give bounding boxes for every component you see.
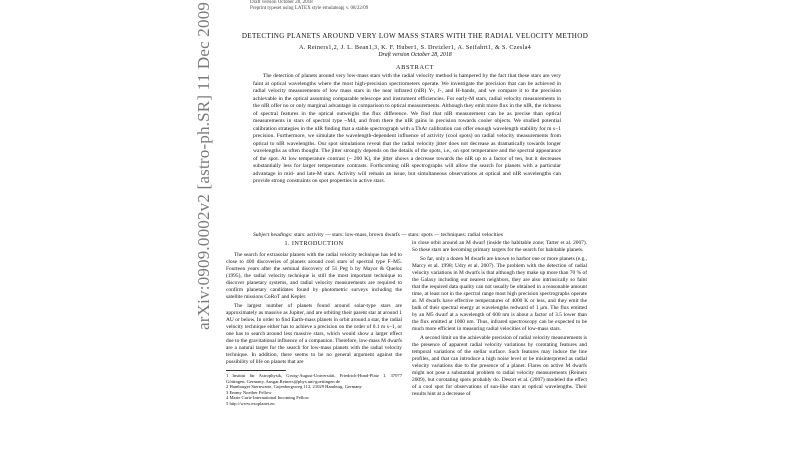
footnote-link[interactable]: 5 http://www.exoplanet.eu — [226, 400, 275, 406]
running-header — [250, 0, 368, 12]
draft-line: Draft version October 28, 2018 — [250, 0, 313, 5]
footnote: 3 Emmy Noether Fellow — [226, 389, 272, 395]
subject-headings-list: stars: activity — stars: low-mass, brown dwarfs — stars: spots — techniques: radial velocities — [292, 232, 503, 238]
paper-title: DETECTING PLANETS AROUND VERY LOW MASS STARS WITH THE RADIAL VELOCITY METHOD — [241, 32, 589, 40]
arxiv-identifier-stamp: arXiv:0909.0002v2 [astro-ph.SR] 11 Dec 2009 — [194, 1, 213, 330]
paragraph: The search for extrasolar planets with the radial velocity technique has led to close to 400 discoveries of planets around cool stars of spectral type F–M5. Fourteen years after the seminal discovery of 51 Peg b by Mayor & Queloz (1995), the radial velocity technique is still the most important technique to discover planetary systems, and radial velocity measurements are required to confirm planetary candidates found by photometric surveys including the satellite missions CoRoT and Kepler. — [226, 252, 402, 300]
author-list: A. Reiners1,2, J. L. Bean1,3, K. F. Huber1, S. Dreizler1, A. Seifahrt1, & S. Czesla4 — [298, 44, 532, 51]
footnote: 4 Marie Curie International Incoming Fellow — [226, 395, 310, 401]
paragraph: in close orbit around an M dwarf (inside the habitable zone; Tarter et al. 2007). So these stars are becoming primary targets for the search for habitable planets. — [412, 240, 587, 253]
footnote-divider — [226, 370, 286, 371]
left-column — [226, 240, 402, 447]
paragraph: So far, only a dozen M dwarfs are known to harbor one or more planets (e.g., Marcy et al. 1998; Udry et al. 2007). The problem with the detection of radial velocity variations in M dwarfs is that although they make up more than 70 % of the Galaxy including our nearest neighbors, they are also intrinsically so faint that the required data quality can not usually be obtained in a reasonable amount time, at least not in the spectral range most high precision spectrographs operate at. M dwarfs have effective temperatures of 4000 K or less, and they emit the bulk of their spectral energy at wavelengths redward of 1 μm. The flux emitted by an M5 dwarf at a wavelength of 600 nm is about a factor of 3.5 lower than the flux emitted at 1000 nm. Thus, infrared spectroscopy can be expected to be much more efficient in measuring radial velocities of low-mass stars. — [412, 256, 587, 332]
preprint-line: Preprint typeset using LATEX style emulateapj v. 08/22/09 — [250, 6, 369, 11]
subject-headings-label: Subject headings: — [253, 232, 293, 238]
section-heading-introduction: 1. INTRODUCTION — [284, 240, 344, 247]
footnote: 2 Hamburger Sternwarte, Gojenbergsweg 112, 21029 Hamburg, Germany — [226, 384, 362, 390]
abstract-heading: ABSTRACT — [395, 64, 435, 71]
paragraph: The largest number of planets found around solar-type stars are approximately as massive as Jupiter, and are orbiting their parent star at around 1 AU or below. In order to find Earth-mass planets in orbit around a star, the radial velocity technique either has to achieve a precision on the order of 0.1 m s−1, or one has to search around less massive stars, which would show a larger effect due to the gravitational influence of a companion. Therefore, low-mass M dwarfs are a natural target for the search for low-mass planets with the radial velocity technique. In addition, there seems to be no general argument against the possibility of life on planets that are — [226, 303, 402, 365]
draft-date: Draft version October 28, 2018 — [378, 52, 452, 58]
right-column — [412, 240, 587, 450]
subject-headings — [253, 232, 561, 240]
footnote: 1 Institut für Astrophysik, Georg-August-Universität, Friedrich-Hund-Platz 1, 37077 Göttingen, Germany, Ansgar.Reiners@phys.uni-goettingen.de — [226, 373, 402, 384]
abstract-text: The detection of planets around very low-mass stars with the radial velocity method is hampered by the fact that these stars are very faint at optical wavelengths where the most high-precision spectrometers operate. We investigate the precision that can be achieved in radial velocity measurements of low mass stars in the near infrared (nIR) Y-, J-, and H-bands, and we compare it to the precision achievable in the optical assuming comparable telescope and instrument efficiencies. For early-M stars, radial velocity measurements in the nIR offer no or only marginal advantage in comparison to optical measurements. Although they emit more flux in the nIR, the richness of spectral features in the optical outweighs the flux difference. We find that nIR measurement can be as precise than optical measurements in stars of spectral type ~M4, and from there the nIR gains in precision towards cooler objects. We studied potential calibration strategies in the nIR finding that a stable spectrograph with a ThAr calibration can offer enough wavelength stability for m s−1 precision. Furthermore, we simulate the wavelength-dependent influence of activity (cool spots) on radial velocity measurements from optical to nIR wavelengths. Our spot simulations reveal that the radial velocity jitter does not decrease as dramatically towards longer wavelengths as often thought. The jitter strongly depends on the details of the spots, i.e., on spot temperature and the spectral appearance of the spot. At low temperature contrast (~ 200 K), the jitter shows a decrease towards the nIR up to a factor of ten, but it decreases substantially less for larger temperature contrasts. Forthcoming nIR spectrographs will allow the search for planets with a particular advantage in mid- and late-M stars. Activity will remain an issue, but simultaneous observations at optical and nIR wavelengths can provide strong constraints on spot properties in active stars. — [253, 73, 561, 184]
paragraph: A second limit on the achievable precision of radial velocity measurements is the presence of apparent radial velocity variations by corotating features and temporal variations of the stellar surface. Such features may induce the line profiles, and that can introduce a high noise level or be misinterpreted as radial velocity variations due to the presence of a planet. Flares on active M dwarfs might not pose a substantial problem to radial velocity measurements (Reiners 2009), but corotating spots probably do. Desort et al. (2007) modeled the effect of a cool spot for observations of sun-like stars at optical wavelengths. Their results hint at a decrease of — [412, 335, 587, 397]
